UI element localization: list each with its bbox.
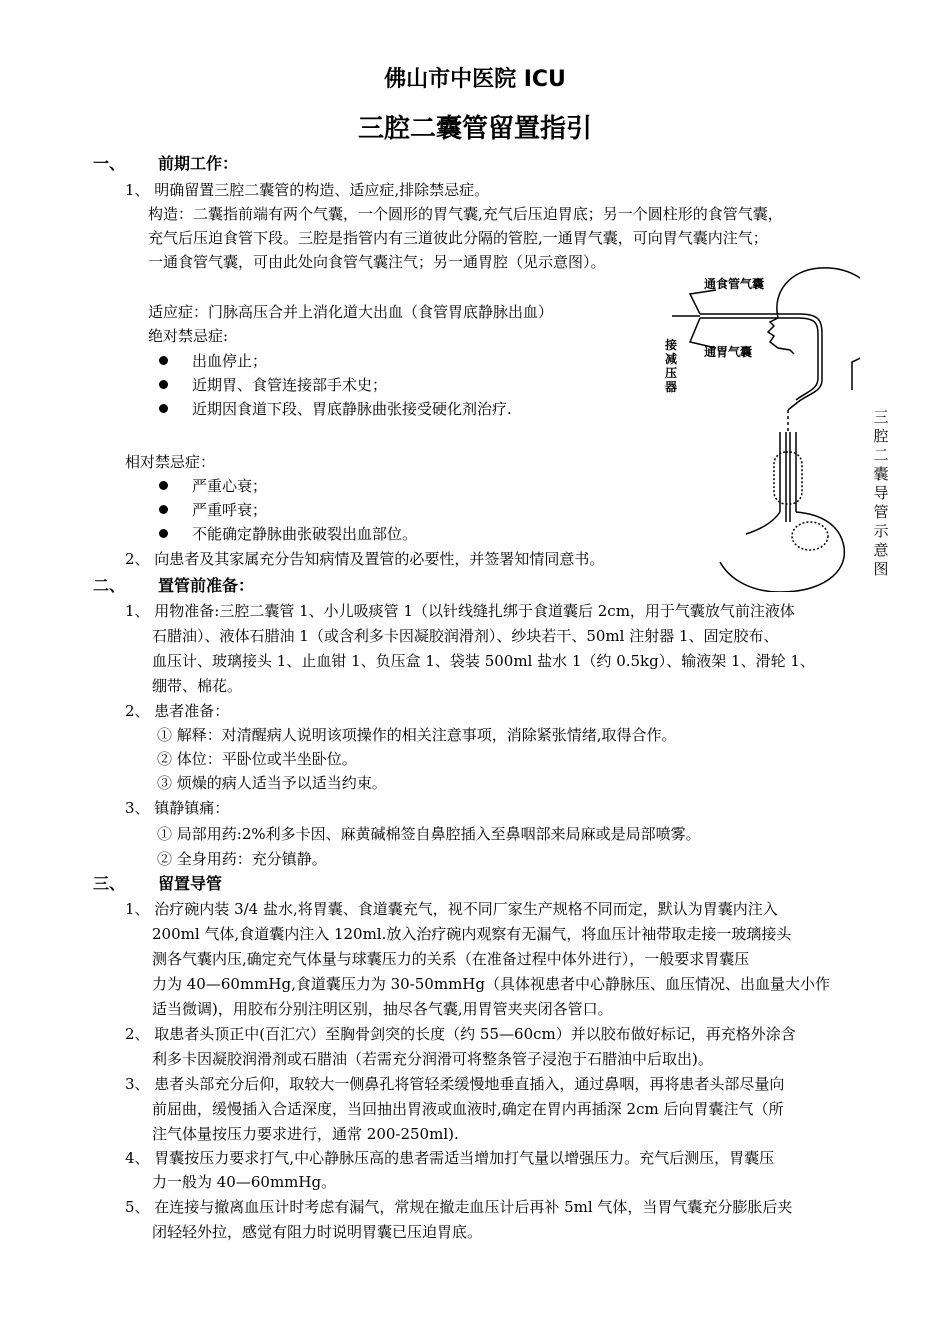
s2-item-3-sub: ② 全身用药：充分镇静。 [157,850,327,868]
s3-line: 力为 40—60mmHg,食道囊压力为 30-50mmHg（具体视患者中心静脉压、血压情况、出血量大小作 [152,975,830,993]
section-1-number: 一、 [93,154,126,173]
s2-item-1-line-3: 血压计、玻璃接头 1、止血钳 1、负压盒 1、袋装 500ml 盐水 1（约 0.5kg）、输液架 1、滑轮 1、 [152,652,815,670]
s2-item-2: 2、 患者准备： [125,702,230,720]
s1-absolute-item: 出血停止； [192,352,268,370]
s3-line: 利多卡因凝胶润滑剂或石腊油（若需充分润滑可将整条管子浸泡于石腊油中后取出)。 [152,1050,713,1068]
s2-item-3: 3、 镇静镇痛： [125,799,230,817]
section-2-number: 二、 [93,576,126,595]
bullet-icon [159,529,168,538]
s1-absolute-item: 近期因食道下段、胃底静脉曲张接受硬化剂治疗. [192,400,512,418]
s1-relative-item: 不能确定静脉曲张破裂出血部位。 [192,525,418,543]
page-title: 三腔二囊管留置指引 [357,114,592,144]
bullet-icon [159,505,168,514]
diagram-caption: 三腔二囊导管示意图 [873,408,889,578]
bullet-icon [159,380,168,389]
section-3-number: 三、 [93,874,126,893]
branch-line [690,290,716,314]
hospital-name: 佛山市中医院 ICU [384,67,566,92]
stomach-outline [720,512,844,592]
bullet-icon [159,356,168,365]
s1-structure-line-2: 充气后压迫食管下段。三腔是指管内有三道彼此分隔的管腔,一通胃气囊，可向胃气囊内注气； [148,229,768,247]
s3-line: 力一般为 40—60mmHg。 [152,1173,337,1191]
branch-line [690,318,716,348]
s1-relative-label: 相对禁忌症： [125,453,216,471]
s3-line: 5、 在连接与撤离血压计时考虑有漏气，常规在撤走血压计后再补 5ml 气体，当胃气囊充分膨胀后夹 [125,1198,793,1216]
s1-structure-line-1: 构造：二囊指前端有两个气囊，一个圆形的胃气囊,充气后压迫胃底；另一个圆柱形的食管气囊， [148,205,783,223]
s2-item-2-sub: ③ 烦燥的病人适当予以适当约束。 [157,774,387,792]
s2-item-3-sub: ① 局部用药:2%利多卡因、麻黄碱棉签自鼻腔插入至鼻咽部来局麻或是局部喷雾。 [157,825,701,843]
nasal-tube [700,318,818,400]
s3-line: 3、 患者头部充分后仰，取较大一侧鼻孔将管轻柔缓慢地垂直插入，通过鼻咽，再将患者头部尽量向 [125,1075,785,1093]
bullet-icon [159,404,168,413]
s1-item-1: 1、 明确留置三腔二囊管的构造、适应症,排除禁忌症。 [125,181,490,199]
s3-line: 适当微调)，用胶布分别注明区别，抽尽各气囊,用胃管夹夹闭各管口。 [152,1000,613,1018]
section-1-title: 前期工作： [158,154,239,173]
s2-item-2-sub: ① 解释：对清醒病人说明该项操作的相关注意事项，消除紧张情绪,取得合作。 [157,726,677,744]
s3-line: 2、 取患者头顶正中(百汇穴）至胸骨剑突的长度（约 55—60cm）并以胶布做好标记，再充格外涂含 [125,1025,796,1043]
bullet-icon [159,481,168,490]
s2-item-2-sub: ② 体位：平卧位或半坐卧位。 [157,750,357,768]
s1-absolute-item: 近期胃、食管连接部手术史； [192,376,388,394]
s3-line: 1、 治疗碗内装 3/4 盐水,将胃囊、食道囊充气，视不同厂家生产规格不同而定，默认为胃囊内注入 [125,900,778,918]
s2-item-1-line-2: 石腊油）、液体石腊油 1（或含利多卡因凝胶润滑剂）、纱块若干、50ml 注射器 1、固定胶布、 [152,627,779,645]
gastric-balloon [792,522,828,550]
s1-item-2: 2、 向患者及其家属充分告知病情及置管的必要性，并签署知情同意书。 [125,550,605,568]
label-esophageal-balloon: 通食管气囊 [704,277,765,291]
s3-line: 200ml 气体,食道囊内注入 120ml.放入治疗碗内观察有无漏气，将血压计袖带取走接一玻璃接头 [152,925,792,943]
s3-line: 4、 胃囊按压力要求打气,中心静脉压高的患者需适当增加打气量以增强压力。充气后测压，胃囊压 [125,1149,775,1167]
section-3-title: 留置导管 [158,874,223,893]
s3-line: 测各气囊内压,确定充气体量与球囊压力的关系（在准备过程中体外进行），一般要求胃囊压 [152,950,750,968]
s1-relative-item: 严重心衰； [192,477,268,495]
s3-line: 注气体量按压力要求进行，通常 200-250ml). [152,1125,459,1143]
s2-item-1-line-1: 1、 用物准备:三腔二囊管 1、小儿吸痰管 1（以针线缝扎绑于食道囊后 2cm，用于气囊放气前注液体 [125,602,795,620]
label-gastric-balloon: 通胃气囊 [704,345,753,359]
section-2-title: 置管前准备： [158,576,255,595]
s3-line: 闭轻轻外拉，感觉有阻力时说明胃囊已压迫胃底。 [152,1223,483,1241]
s1-structure-line-3: 一通食管气囊，可由此处向食管气囊注气；另一通胃腔（见示意图）。 [148,253,606,271]
stomach-outline [746,512,780,534]
tube-diagram [660,262,860,592]
face-outline [768,318,794,354]
s3-line: 前屈曲，缓慢插入合适深度，当回抽出胃液或血液时,确定在胃内再插深 2cm 后向胃囊注气（所 [152,1100,784,1118]
label-suction: 接减压器 [665,338,678,394]
s2-item-1-line-4: 绷带、棉花。 [152,677,243,695]
s1-indications: 适应症：门脉高压合并上消化道大出血（食管胃底静脉出血） [148,303,554,321]
esophageal-balloon [774,452,802,504]
s1-relative-item: 严重呼衰； [192,501,268,519]
s1-absolute-label: 绝对禁忌症: [148,327,229,345]
